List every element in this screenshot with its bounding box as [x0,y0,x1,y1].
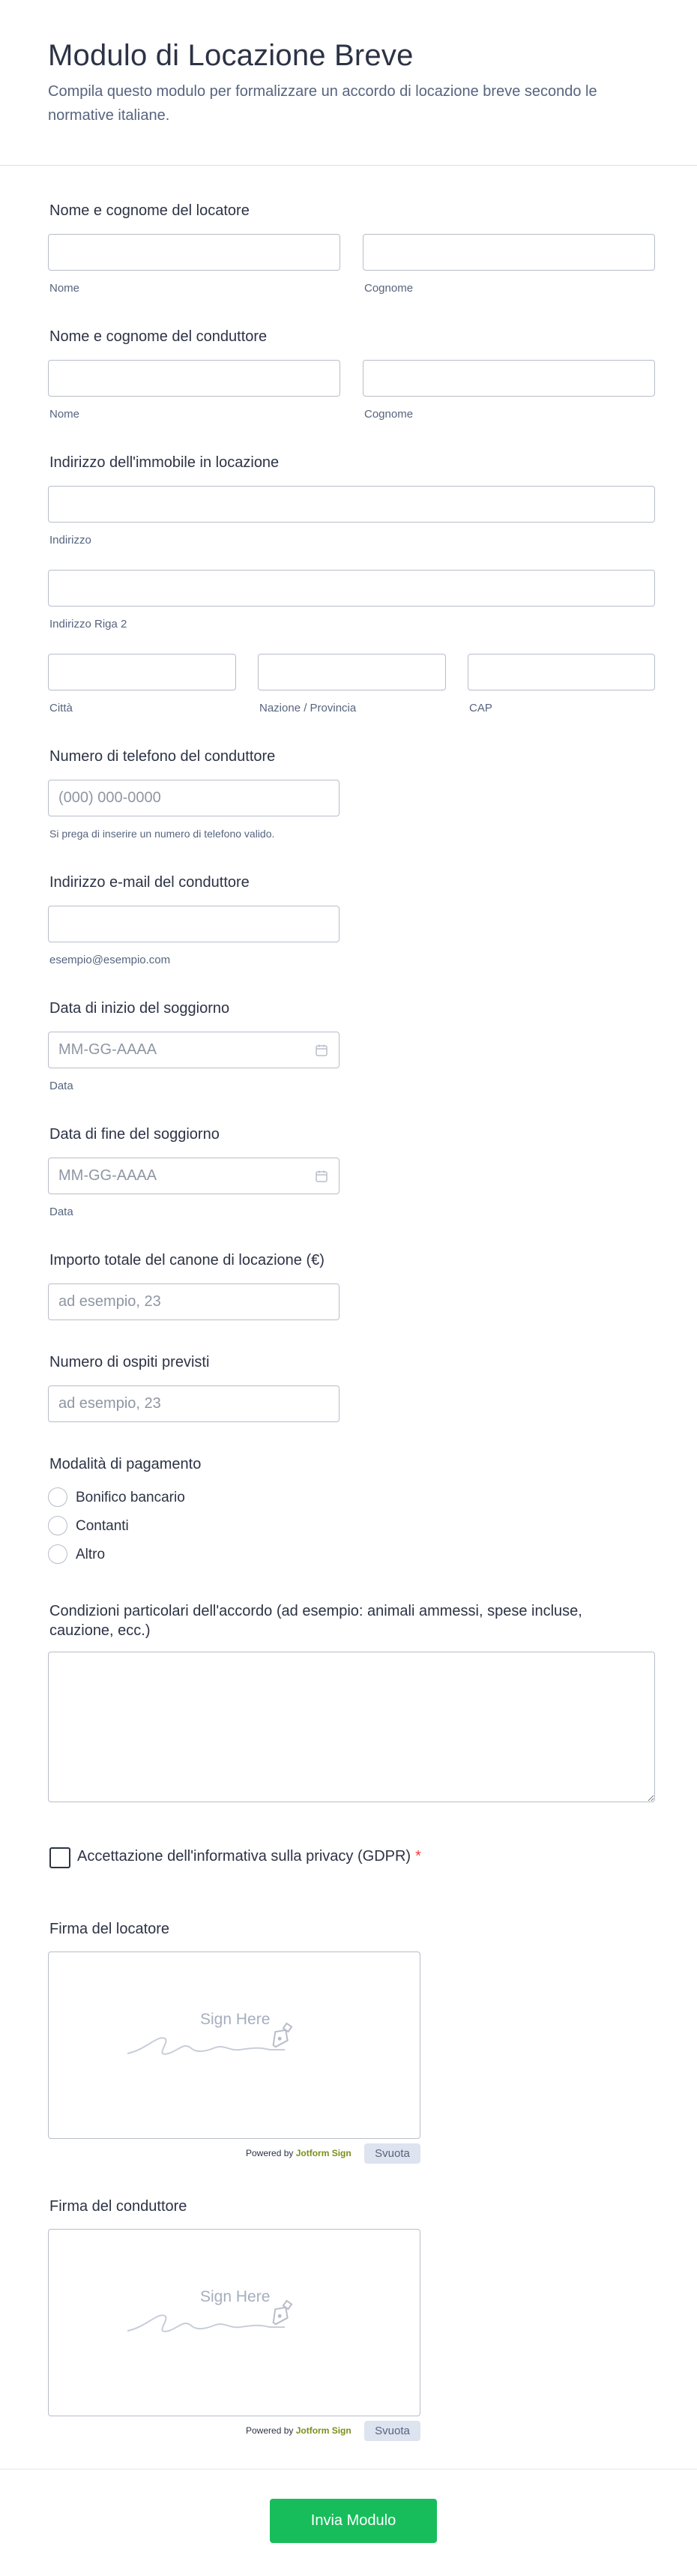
phone-placeholder: (000) 000-0000 [58,789,161,806]
submit-button[interactable]: Invia Modulo [270,2499,437,2543]
address-label: Indirizzo dell'immobile in locazione [49,454,280,471]
city-input[interactable] [48,654,236,690]
radio-label-bonifico: Bonifico bancario [76,1490,185,1505]
landlord-last-name-sublabel: Cognome [364,282,414,295]
address-line2-input[interactable] [48,570,655,607]
calendar-icon[interactable] [315,1044,328,1057]
powered-by-text: Powered by [246,2148,294,2158]
email-sublabel: esempio@esempio.com [49,954,171,966]
phone-input[interactable] [48,780,340,816]
tenant-signature-clear-button[interactable]: Svuota [364,2421,420,2441]
end-date-sublabel: Data [49,1206,73,1218]
signature-scribble-icon [124,2297,341,2342]
jotform-sign-brand: Jotform Sign [295,2148,351,2158]
radio-bonifico[interactable] [48,1487,67,1507]
tenant-name-label: Nome e cognome del conduttore [49,328,268,345]
landlord-signature-pad[interactable] [48,1951,420,2139]
radio-label-contanti: Contanti [76,1518,129,1534]
phone-sublabel: Si prega di inserire un numero di telefono valido. [49,828,275,840]
privacy-label-text: Accettazione dell'informativa sulla privacy (GDPR) [77,1848,411,1865]
form-header [0,0,697,166]
rent-placeholder: ad esempio, 23 [58,1293,161,1310]
start-date-sublabel: Data [49,1080,73,1092]
start-date-input[interactable] [48,1032,340,1068]
footer-divider [0,2469,697,2470]
powered-by-text: Powered by [246,2425,294,2436]
landlord-signature-label: Firma del locatore [49,1921,170,1937]
zip-input[interactable] [468,654,655,690]
email-input[interactable] [48,906,340,942]
landlord-last-name-input[interactable] [363,234,655,271]
landlord-signature-clear-button[interactable]: Svuota [364,2143,420,2164]
privacy-checkbox[interactable] [49,1847,70,1868]
tenant-signature-label: Firma del conduttore [49,2198,187,2215]
conditions-label: Condizioni particolari dell'accordo (ad esempio: animali ammessi, spese incluse, cauzione, ecc.) [49,1603,582,1639]
form-subtitle: Compila questo modulo per formalizzare un accordo di locazione breve secondo le normative italiane. [48,83,597,124]
rent-input[interactable] [48,1284,340,1320]
guests-input[interactable] [48,1385,340,1422]
zip-sublabel: CAP [469,702,492,714]
signature-scribble-icon [124,2020,341,2065]
end-date-placeholder: MM-GG-AAAA [58,1167,157,1184]
payment-label: Modalità di pagamento [49,1456,202,1472]
conditions-textarea[interactable] [48,1652,655,1802]
jotform-sign-brand: Jotform Sign [295,2425,351,2436]
address-line1-sublabel: Indirizzo [49,534,91,547]
end-date-input[interactable] [48,1158,340,1194]
start-date-label: Data di inizio del soggiorno [49,1000,230,1017]
landlord-first-name-sublabel: Nome [49,282,80,295]
powered-by [246,2148,351,2158]
phone-label: Numero di telefono del conduttore [49,748,276,765]
powered-by [246,2425,351,2436]
tenant-last-name-input[interactable] [363,360,655,397]
tenant-signature-pad[interactable] [48,2229,420,2416]
start-date-placeholder: MM-GG-AAAA [58,1041,157,1058]
tenant-first-name-sublabel: Nome [49,408,80,421]
guests-label: Numero di ospiti previsti [49,1354,210,1370]
radio-contanti[interactable] [48,1516,67,1535]
sign-here-text: Sign Here [200,2288,271,2305]
rent-label: Importo totale del canone di locazione (€) [49,1252,325,1269]
tenant-first-name-input[interactable] [48,360,340,397]
required-marker: * [415,1848,421,1865]
state-sublabel: Nazione / Provincia [259,702,357,714]
address-line1-input[interactable] [48,486,655,523]
tenant-last-name-sublabel: Cognome [364,408,414,421]
address-line2-sublabel: Indirizzo Riga 2 [49,618,127,631]
landlord-first-name-input[interactable] [48,234,340,271]
radio-altro[interactable] [48,1544,67,1564]
city-sublabel: Città [49,702,73,714]
landlord-name-label: Nome e cognome del locatore [49,202,250,219]
radio-label-altro: Altro [76,1547,106,1562]
sign-here-text: Sign Here [200,2011,271,2028]
calendar-icon[interactable] [315,1170,328,1183]
form-title: Modulo di Locazione Breve [48,39,414,72]
guests-placeholder: ad esempio, 23 [58,1395,161,1412]
privacy-label [77,1848,421,1865]
state-input[interactable] [258,654,446,690]
email-label: Indirizzo e-mail del conduttore [49,874,250,891]
end-date-label: Data di fine del soggiorno [49,1126,220,1143]
